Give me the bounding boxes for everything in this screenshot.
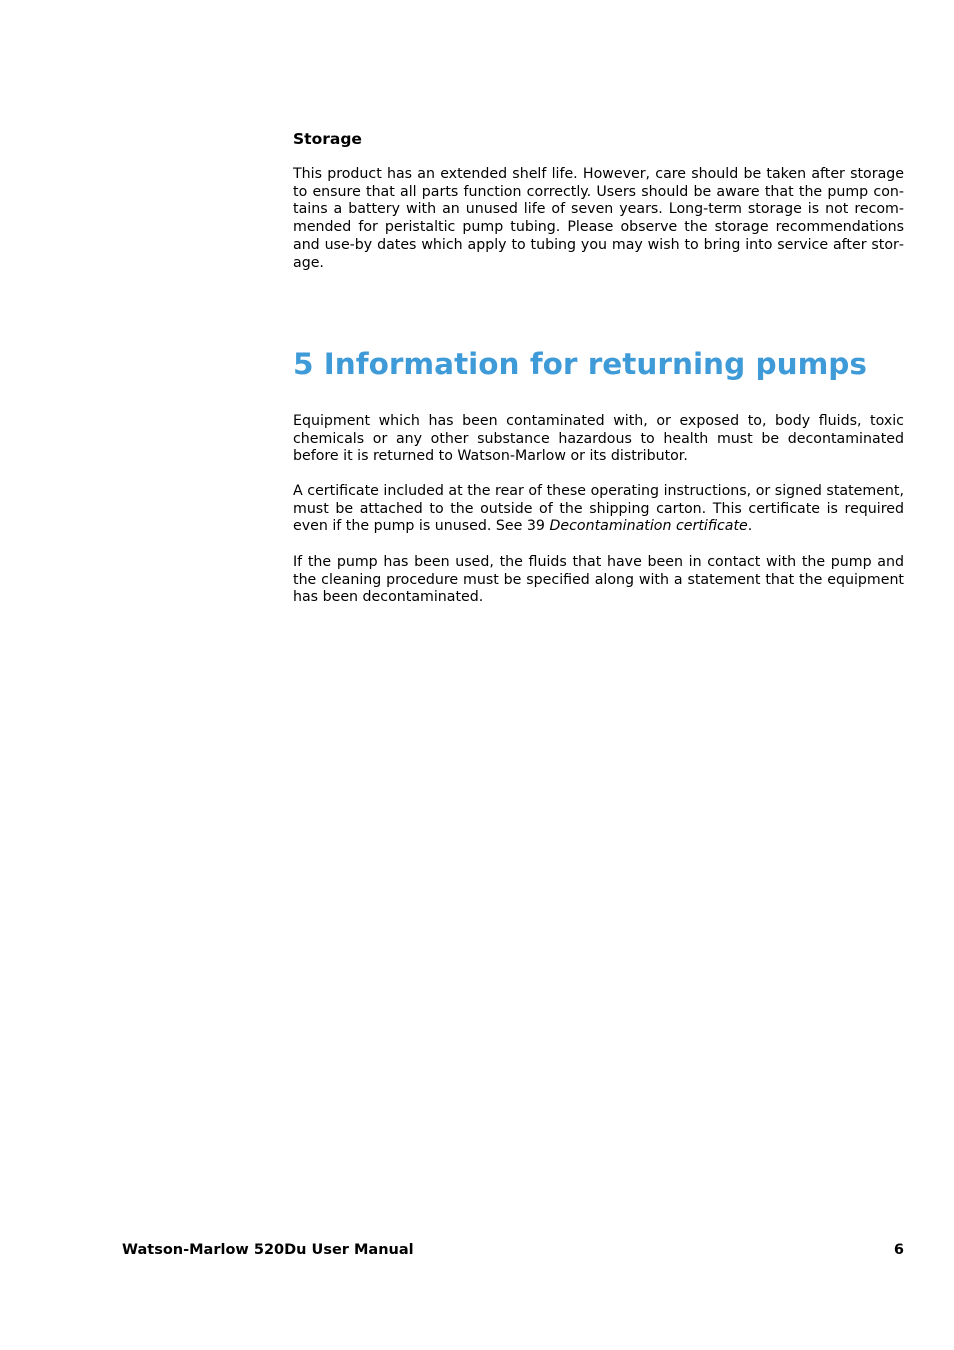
storage-heading: Storage bbox=[293, 130, 362, 148]
storage-paragraph: This product has an extended shelf life. However, care should be taken after storage to ensure that all parts function correctly. Users should be aware that the pump contains a battery with an unused life of seven years. Long-term storage is not recommended for peristaltic pump tubing. Please observe the storage recommendations and use-by dates which apply to tubing you may wish to bring into service after storage. bbox=[293, 166, 904, 271]
returning-paragraph-2 bbox=[293, 483, 904, 536]
footer-manual-title: Watson-Marlow 520Du User Manual bbox=[122, 1242, 414, 1258]
returning-paragraph-2-lead: A certificate included at the rear of these operating instructions, or signed statement, must be attached to the outside of the shipping carton. This certificate is required even if the pump is unused. See 39 bbox=[293, 483, 904, 535]
returning-paragraph-1: Equipment which has been contaminated with, or exposed to, body fluids, toxic chemicals or any other substance hazardous to health must be decontaminated before it is returned to Watson-Marlow or its distributor. bbox=[293, 413, 904, 465]
returning-paragraph-2-tail: . bbox=[747, 518, 753, 535]
returning-paragraph-3: If the pump has been used, the fluids that have been in contact with the pump and the cleaning procedure must be specified along with a statement that the equipment has been decontaminated. bbox=[293, 554, 904, 606]
chapter-title: 5 Information for returning pumps bbox=[293, 347, 867, 381]
footer-page-number: 6 bbox=[893, 1242, 904, 1258]
decontamination-certificate-reference: Decontamination certificate bbox=[549, 518, 748, 535]
